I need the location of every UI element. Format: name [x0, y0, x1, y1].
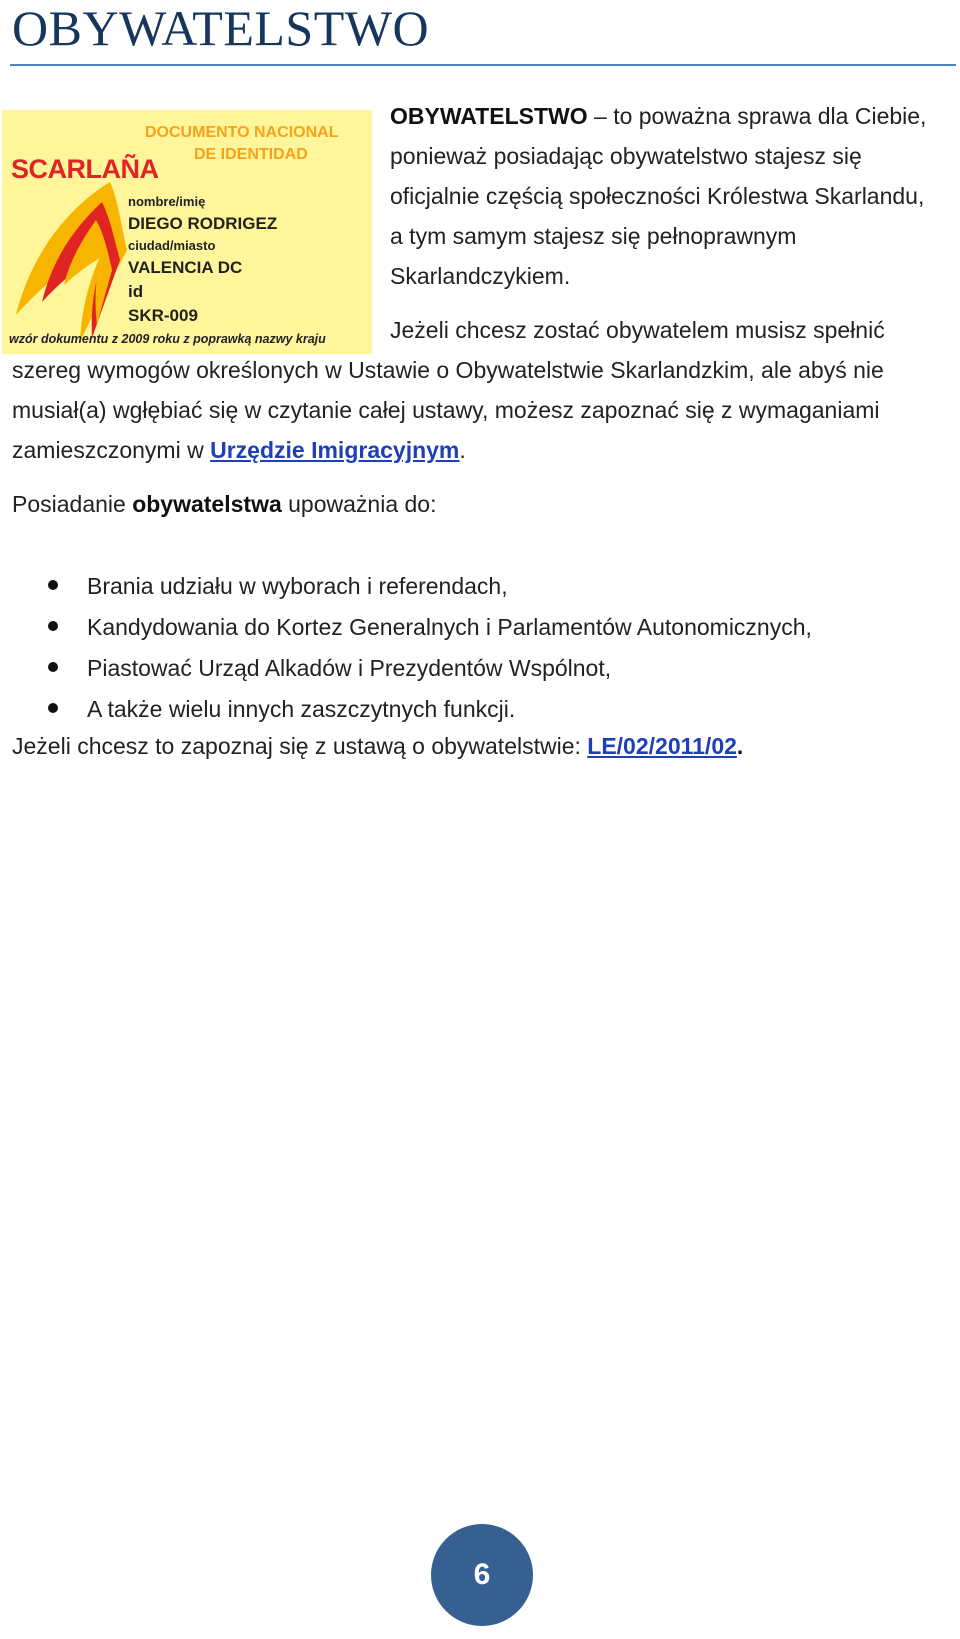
bullet-icon [48, 580, 58, 590]
card-name-value: DIEGO RODRIGEZ [128, 214, 278, 233]
list-item [45, 607, 812, 648]
requirements-end: . [459, 437, 466, 463]
page-number-badge: 6 [431, 1524, 533, 1626]
intro-paragraph [390, 96, 935, 296]
intro-term: OBYWATELSTWO [390, 103, 588, 129]
list-item [45, 689, 812, 730]
bullet-icon [48, 703, 58, 713]
card-doc-line2: DE IDENTIDAD [194, 146, 308, 163]
entitlements-suffix: upoważnia do: [281, 491, 437, 517]
list-item [45, 648, 812, 689]
entitlements-intro [12, 484, 436, 524]
page-title: OBYWATELSTWO [12, 0, 430, 56]
law-reference-text: Jeżeli chcesz to zapoznaj się z ustawą o obywatelstwie: [12, 733, 588, 759]
requirements-text: Jeżeli chcesz zostać obywatelem musisz spełnić szereg wymogów określonych w Ustawie o Obywatelstwie Skarlandzkim, ale abyś nie musiał(a) wgłębiać się w czytanie całej ustawy, możesz zapoznać się z wymaganiami zamieszczonymi w [12, 317, 885, 463]
card-doc-line1: DOCUMENTO NACIONAL [145, 124, 339, 141]
requirements-paragraph [12, 310, 947, 470]
entitlements-term: obywatelstwa [132, 491, 282, 517]
card-footer: wzór dokumentu z 2009 roku z poprawką nazwy kraju [9, 332, 326, 346]
entitlements-prefix: Posiadanie [12, 491, 133, 517]
law-reference [12, 726, 743, 766]
list-item [45, 566, 812, 607]
list-item-text: Brania udziału w wyborach i referendach, [87, 573, 508, 599]
image-wrap-spacer [12, 310, 390, 350]
card-city-value: VALENCIA DC [128, 258, 243, 277]
immigration-office-link[interactable]: Urzędzie Imigracyjnym [210, 437, 460, 463]
card-city-label: ciudad/miasto [128, 238, 216, 253]
entitlements-list [45, 566, 812, 730]
title-divider [10, 64, 956, 66]
law-link[interactable]: LE/02/2011/02 [587, 733, 737, 759]
bullet-icon [48, 662, 58, 672]
bullet-icon [48, 621, 58, 631]
law-reference-end: . [736, 733, 744, 759]
card-id-value: SKR-009 [128, 306, 198, 325]
list-item-text: A także wielu innych zaszczytnych funkcji. [87, 696, 516, 722]
card-brand: SCARLAÑA [11, 154, 159, 184]
list-item-text: Piastować Urząd Alkadów i Prezydentów Wspólnot, [87, 655, 612, 681]
list-item-text: Kandydowania do Kortez Generalnych i Parlamentów Autonomicznych, [87, 614, 812, 640]
intro-text: – to poważna sprawa dla Ciebie, ponieważ posiadając obywatelstwo stajesz się oficjalnie częścią społeczności Królestwa Skarlandu, a tym samym stajesz się pełnoprawnym Skarlandczykiem. [390, 103, 927, 289]
card-id-label: id [128, 282, 144, 301]
card-name-label: nombre/imię [128, 194, 206, 209]
